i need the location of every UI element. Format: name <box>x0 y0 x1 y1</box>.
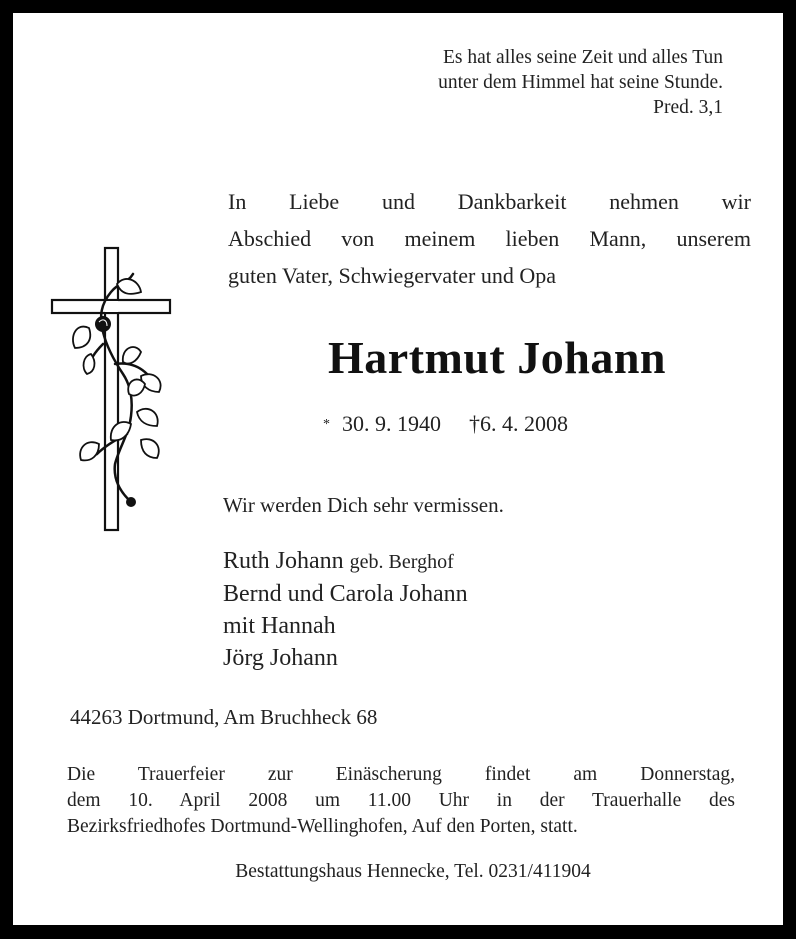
quote-reference: Pred. 3,1 <box>653 97 723 118</box>
intro-line: Abschied von meinem lieben Mann, unserem <box>228 226 751 251</box>
family-member: Jörg Johann <box>223 645 338 671</box>
bible-quote <box>438 45 723 120</box>
quote-line: unter dem Himmel hat seine Stunde. <box>438 72 723 93</box>
undertaker-contact: Bestattungshaus Hennecke, Tel. 0231/411904 <box>235 861 591 882</box>
death-date: 6. 4. 2008 <box>480 411 568 436</box>
life-dates <box>323 411 568 437</box>
ceremony-line: Die Trauerfeier zur Einäscherung findet am Donnerstag, <box>67 764 735 785</box>
birth-star-icon: * <box>323 417 330 432</box>
family-member: mit Hannah <box>223 613 336 639</box>
ceremony-line: Bezirksfriedhofes Dortmund-Wellinghofen, Auf den Porten, statt. <box>67 816 578 837</box>
intro-line: guten Vater, Schwiegervater und Opa <box>228 263 556 288</box>
maiden-name: geb. Berghof <box>349 551 454 573</box>
ceremony-info <box>67 762 735 840</box>
cross-with-roses-icon <box>49 244 179 534</box>
family-member: Bernd und Carola Johann <box>223 581 468 607</box>
family-list <box>223 545 468 674</box>
family-member: Ruth Johann geb. Berghof <box>223 548 454 574</box>
deceased-name: Hartmut Johann <box>328 332 666 383</box>
quote-line: Es hat alles seine Zeit und alles Tun <box>442 47 723 68</box>
ceremony-line: dem 10. April 2008 um 11.00 Uhr in der Trauerhalle des <box>67 790 735 811</box>
farewell-text: Wir werden Dich sehr vermissen. <box>223 493 504 517</box>
death-cross-icon: † <box>469 411 480 436</box>
address: 44263 Dortmund, Am Bruchheck 68 <box>70 705 378 729</box>
intro-text <box>228 183 751 294</box>
obituary-notice <box>13 13 783 925</box>
birth-date: 30. 9. 1940 <box>342 411 441 436</box>
intro-line: In Liebe und Dankbarkeit nehmen wir <box>228 189 751 214</box>
